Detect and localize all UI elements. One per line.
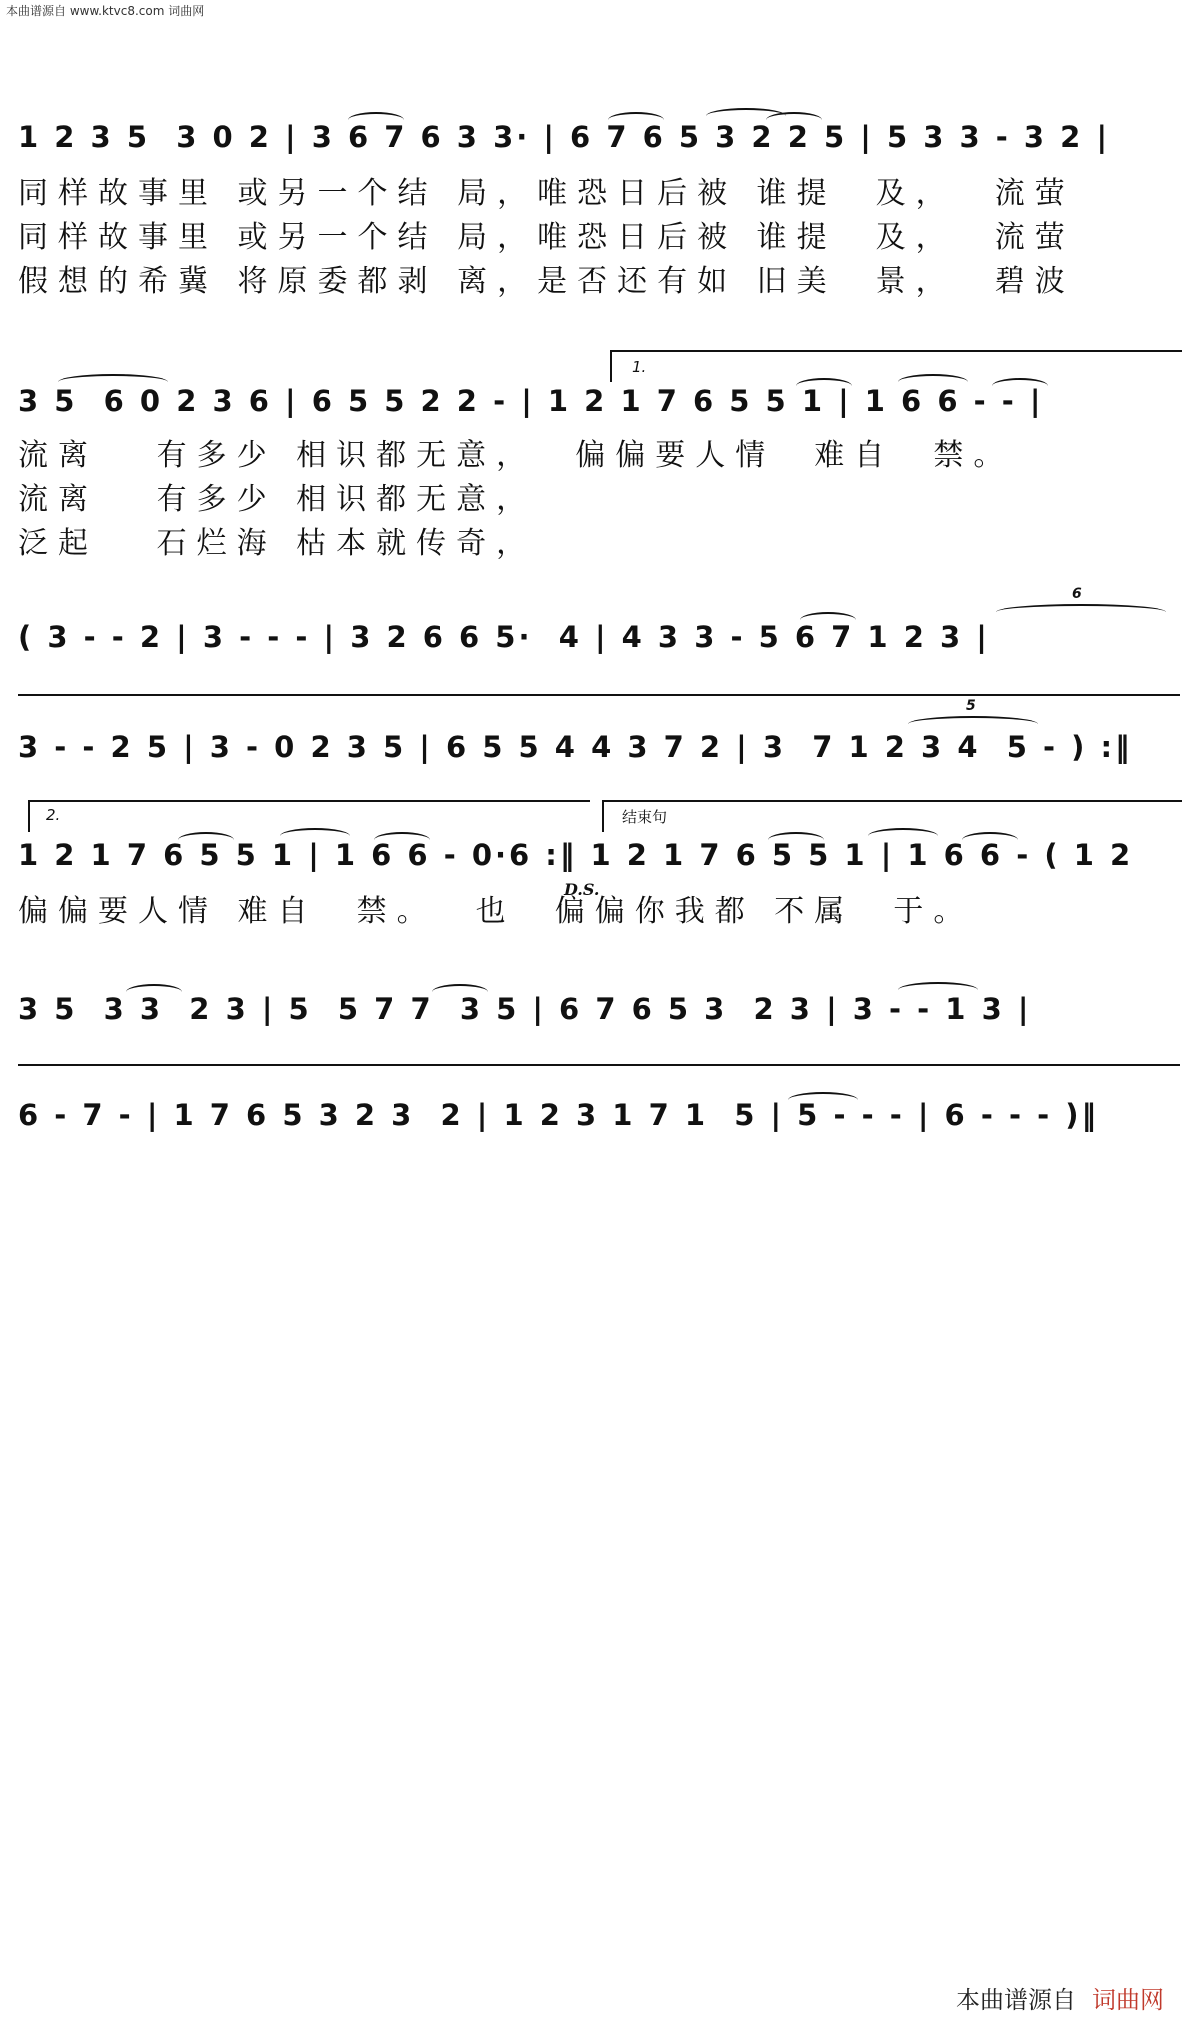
site-link[interactable]: 词曲网 [1092,1986,1164,2014]
tuplet-number: 6 [1072,586,1082,602]
system-divider [18,1064,1180,1066]
notation-line: ( 3 - - 2 | 3 - - - | 3 2 6 6 5· 4 | 4 3 3 - 5 6 7 1 2 3 | [18,620,990,654]
notation-line: 1 2 3 5 3 0 2 | 3 6 7 6 3 3· | 6 7 6 5 3 2 2 5 | 5 3 3 - 3 2 | [18,120,1111,154]
source-header: 本曲谱源自 www.ktvc8.com 词曲网 [6,4,205,18]
lyric-verse-3: 假想的希冀 将原委都剥 离，是否还有如 旧美 景， 碧波 [18,264,1075,299]
lyric-line: 偏偏要人情 难自 禁。 也 偏偏你我都 不属 于。 [18,894,974,929]
notation-line: 3 5 6 0 2 3 6 | 6 5 5 2 2 - | 1 2 1 7 6 5 5 1 | 1 6 6 - - | [18,384,1044,418]
lyric-verse-3: 泛起 石烂海 枯本就传奇， [18,526,537,561]
coda-bracket [602,800,1182,832]
lyric-verse-1: 流离 有多少 相识都无意， 偏偏要人情 难自 禁。 [18,438,1014,473]
first-ending-bracket [610,350,1182,382]
lyric-verse-1: 同样故事里 或另一个结 局，唯恐日后被 谁提 及， 流萤 [18,176,1075,211]
lyric-verse-2: 流离 有多少 相识都无意， [18,482,537,517]
tuplet-bracket [996,604,1166,620]
source-label: 本曲谱源自 [956,1986,1076,2014]
notation-line: 6 - 7 - | 1 7 6 5 3 2 3 2 | 1 2 3 1 7 1 5 | 5 - - - | 6 - - - )‖ [18,1098,1099,1132]
coda-label: 结束句 [622,808,668,826]
first-ending-label: 1. [632,358,647,376]
lyric-verse-2: 同样故事里 或另一个结 局，唯恐日后被 谁提 及， 流萤 [18,220,1075,255]
source-footer [956,1980,1164,2015]
notation-line: 3 5 3 3 2 3 | 5 5 7 7 3 5 | 6 7 6 5 3 2 3 | 3 - - 1 3 | [18,992,1032,1026]
dal-segno-mark: D.S. [564,880,600,899]
second-ending-label: 2. [46,806,61,824]
notation-line: 1 2 1 7 6 5 5 1 | 1 6 6 - 0·6 :‖ 1 2 1 7 6 5 5 1 | 1 6 6 - ( 1 2 [18,838,1134,872]
notation-line: 3 - - 2 5 | 3 - 0 2 3 5 | 6 5 5 4 4 3 7 2 | 3 7 1 2 3 4 5 - ) :‖ [18,730,1133,764]
tuplet-number: 5 [966,698,976,714]
system-divider [18,694,1180,696]
